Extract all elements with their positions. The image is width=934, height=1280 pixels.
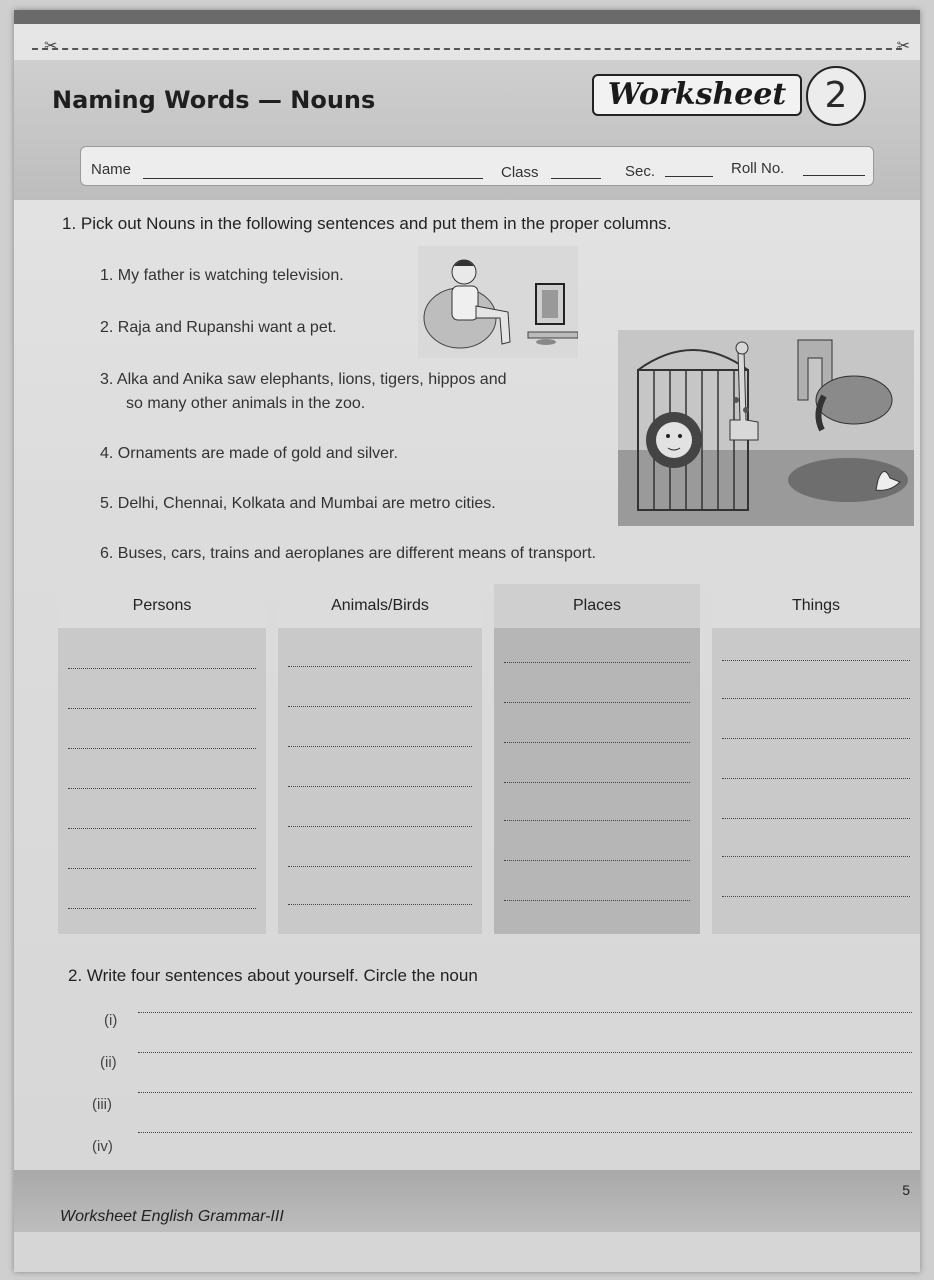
answer-line[interactable] bbox=[68, 788, 256, 789]
sentence-5: 5. Delhi, Chennai, Kolkata and Mumbai are metro cities. bbox=[100, 495, 496, 512]
question-1-prompt: 1. Pick out Nouns in the following sentences and put them in the proper columns. bbox=[62, 214, 672, 233]
column-persons bbox=[58, 584, 266, 934]
sentence-3: 3. Alka and Anika saw elephants, lions, tigers, hippos and bbox=[100, 371, 507, 388]
answer-line[interactable] bbox=[288, 866, 472, 867]
book-title: Worksheet English Grammar-III bbox=[60, 1208, 284, 1225]
column-animals-birds bbox=[278, 584, 482, 934]
column-header: Animals/Birds bbox=[278, 584, 482, 628]
column-things bbox=[712, 584, 920, 934]
question-2-prompt: 2. Write four sentences about yourself. Circle the noun bbox=[68, 966, 478, 985]
sentence-2: 2. Raja and Rupanshi want a pet. bbox=[100, 319, 337, 336]
answer-line[interactable] bbox=[288, 904, 472, 905]
page-title: Naming Words — Nouns bbox=[52, 86, 376, 114]
answer-line[interactable] bbox=[288, 706, 472, 707]
sentence-answer-line[interactable] bbox=[138, 1092, 912, 1093]
roll-field[interactable] bbox=[803, 175, 865, 176]
answer-line[interactable] bbox=[504, 662, 690, 663]
answer-line[interactable] bbox=[68, 708, 256, 709]
scissors-icon: ✂ bbox=[44, 38, 58, 55]
answer-line[interactable] bbox=[722, 896, 910, 897]
answer-line[interactable] bbox=[68, 748, 256, 749]
answer-line[interactable] bbox=[504, 900, 690, 901]
column-header: Persons bbox=[58, 584, 266, 628]
answer-line[interactable] bbox=[722, 738, 910, 739]
answer-line[interactable] bbox=[722, 660, 910, 661]
answer-line[interactable] bbox=[68, 908, 256, 909]
section-field[interactable] bbox=[665, 176, 713, 177]
name-field[interactable] bbox=[143, 178, 483, 179]
answer-line[interactable] bbox=[68, 868, 256, 869]
answer-line[interactable] bbox=[288, 826, 472, 827]
sentence-answer-line[interactable] bbox=[138, 1132, 912, 1133]
section-label: Sec. bbox=[625, 163, 656, 180]
worksheet-number: 2 bbox=[806, 66, 866, 126]
sentence-4: 4. Ornaments are made of gold and silver. bbox=[100, 445, 398, 462]
answer-line[interactable] bbox=[68, 828, 256, 829]
man-watching-television-icon bbox=[418, 246, 578, 358]
sentence-3-cont: so many other animals in the zoo. bbox=[126, 395, 366, 412]
class-label: Class bbox=[501, 164, 539, 181]
answer-line[interactable] bbox=[504, 702, 690, 703]
name-label: Name bbox=[91, 161, 132, 178]
answer-line[interactable] bbox=[288, 666, 472, 667]
worksheet-label: Worksheet bbox=[592, 74, 802, 116]
column-places bbox=[494, 584, 700, 934]
answer-label-iv: (iv) bbox=[92, 1138, 113, 1155]
answer-line[interactable] bbox=[504, 860, 690, 861]
sentence-6: 6. Buses, cars, trains and aeroplanes are different means of transport. bbox=[100, 545, 596, 562]
sentence-answer-line[interactable] bbox=[138, 1052, 912, 1053]
top-edge-band bbox=[14, 10, 920, 24]
answer-label-i: (i) bbox=[104, 1012, 118, 1029]
answer-line[interactable] bbox=[68, 668, 256, 669]
zoo-animals-icon bbox=[618, 330, 914, 526]
worksheet-page bbox=[14, 10, 920, 1272]
answer-line[interactable] bbox=[722, 818, 910, 819]
answer-label-iii: (iii) bbox=[92, 1096, 112, 1113]
column-header: Things bbox=[712, 584, 920, 628]
class-field[interactable] bbox=[551, 178, 601, 179]
sentence-1: 1. My father is watching television. bbox=[100, 267, 344, 284]
student-info-bar bbox=[80, 146, 874, 186]
sentence-answer-line[interactable] bbox=[138, 1012, 912, 1013]
scissors-icon: ✂ bbox=[896, 38, 910, 55]
noun-columns-table bbox=[58, 584, 920, 938]
roll-label: Roll No. bbox=[731, 160, 785, 177]
answer-line[interactable] bbox=[722, 698, 910, 699]
answer-line[interactable] bbox=[504, 820, 690, 821]
answer-line[interactable] bbox=[288, 786, 472, 787]
answer-label-ii: (ii) bbox=[100, 1054, 117, 1071]
answer-line[interactable] bbox=[504, 742, 690, 743]
answer-line[interactable] bbox=[722, 856, 910, 857]
answer-line[interactable] bbox=[288, 746, 472, 747]
column-header: Places bbox=[494, 584, 700, 628]
cut-line bbox=[32, 48, 902, 50]
answer-line[interactable] bbox=[722, 778, 910, 779]
page-number: 5 bbox=[902, 1182, 910, 1198]
answer-line[interactable] bbox=[504, 782, 690, 783]
